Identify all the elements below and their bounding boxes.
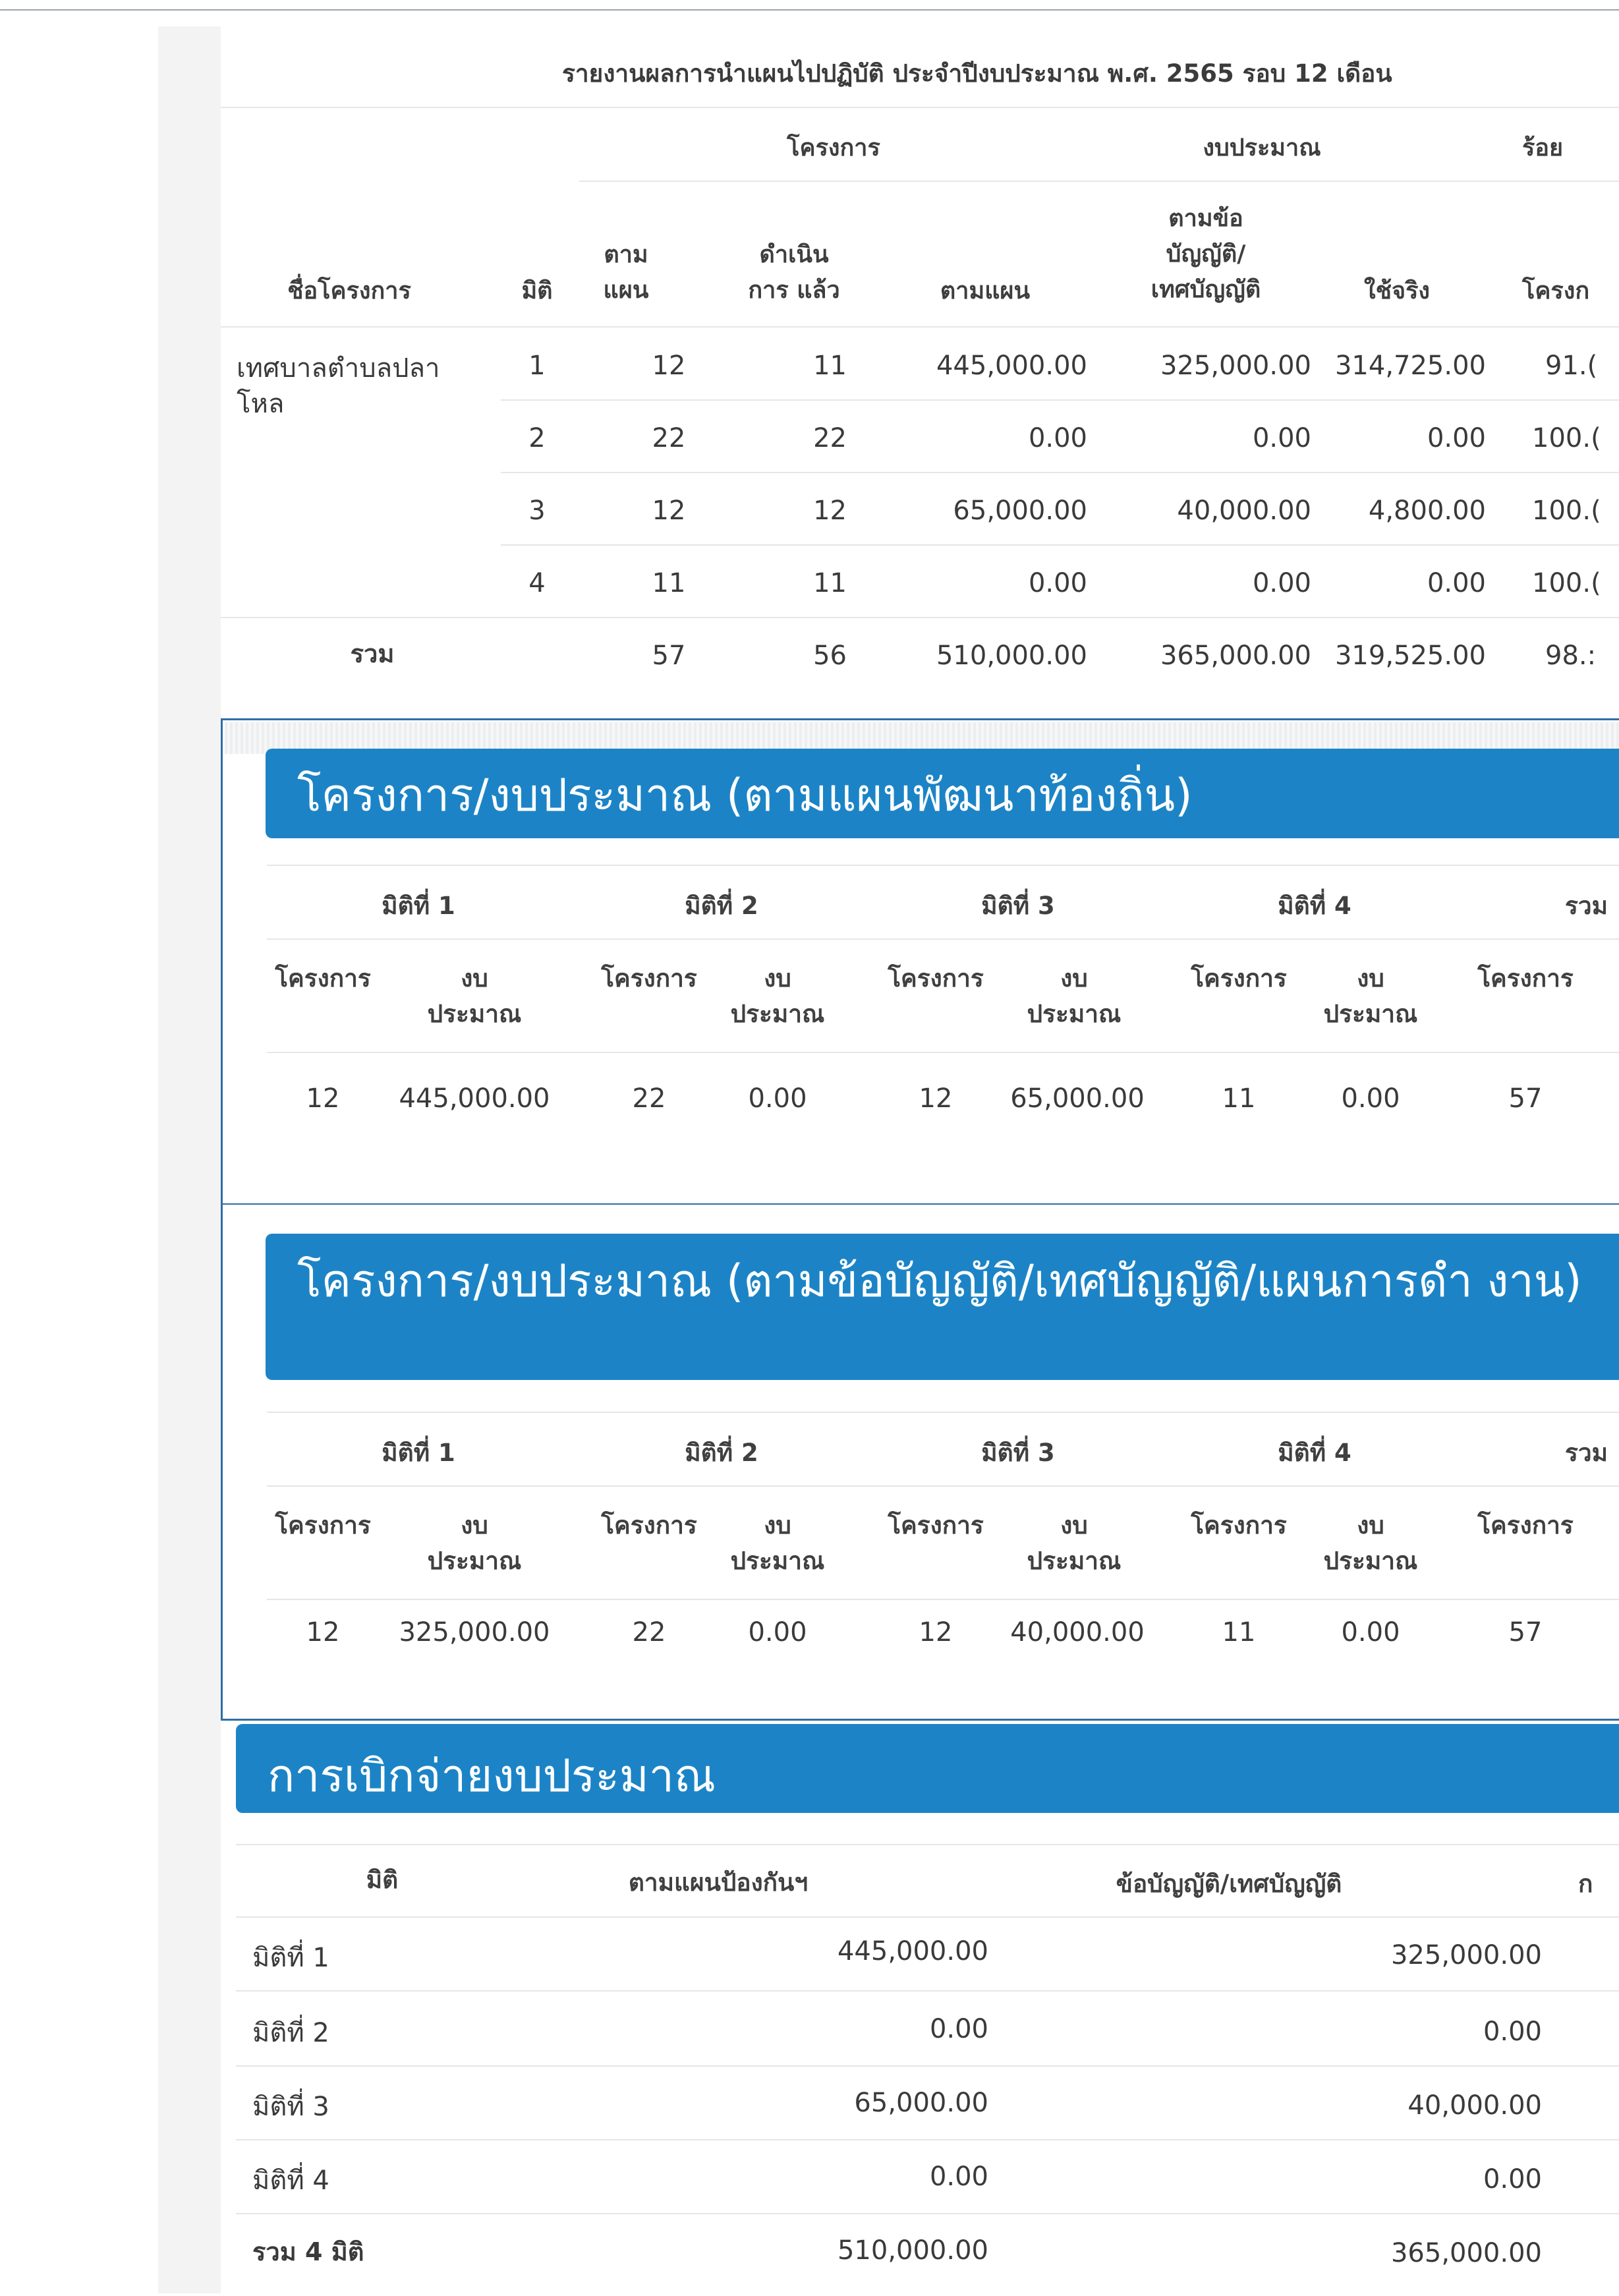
row4-budget-plan: 0.00 <box>1028 568 1087 598</box>
s2-value: 40,000.00 <box>1010 1617 1145 1648</box>
divider <box>501 399 1619 401</box>
s2-value: 57 <box>1508 1617 1543 1648</box>
s2-value: 12 <box>919 1617 953 1648</box>
s2-total-header: รวม <box>1565 1439 1608 1467</box>
s2-budget-label: งบ ประมาณ <box>1027 1511 1122 1575</box>
divider <box>221 326 1619 328</box>
s2-projects-label: โครงการ <box>888 1511 984 1539</box>
s1-budget-label: งบ ประมาณ <box>730 964 825 1028</box>
divider <box>267 1052 1619 1053</box>
s2-projects-label: โครงการ <box>1477 1511 1574 1539</box>
s3-col-plan: ตามแผนป้องกันฯ <box>628 1868 809 1897</box>
s3-row1-plan: 445,000.00 <box>837 1936 988 1966</box>
divider <box>267 1485 1619 1487</box>
divider <box>267 938 1619 940</box>
row4-dim: 4 <box>528 568 546 598</box>
row1-actual: 314,725.00 <box>1334 351 1486 381</box>
row3-plan: 12 <box>652 496 686 526</box>
divider <box>236 1844 1619 1845</box>
total-budget-plan: 510,000.00 <box>936 641 1087 671</box>
s2-value: 12 <box>306 1617 340 1648</box>
divider <box>236 2213 1619 2214</box>
s1-projects-label: โครงการ <box>1477 964 1574 992</box>
col-header-percent: โครงก <box>1522 277 1590 304</box>
row2-budget-ordinance: 0.00 <box>1252 423 1311 453</box>
s1-projects-label: โครงการ <box>888 964 984 992</box>
s3-row3-plan: 65,000.00 <box>854 2088 988 2118</box>
s1-value: 0.00 <box>1341 1083 1400 1114</box>
s3-col-cut: ก <box>1578 1870 1593 1898</box>
s3-row4-plan: 0.00 <box>929 2162 988 2192</box>
row1-budget-ordinance: 325,000.00 <box>1160 351 1311 381</box>
s1-projects-label: โครงการ <box>1191 964 1287 992</box>
row4-percent: 100.( <box>1532 568 1601 598</box>
section-disbursement-banner: การเบิกจ่ายงบประมาณ <box>236 1724 1619 1813</box>
divider <box>236 2139 1619 2140</box>
total-percent: 98.: <box>1545 641 1597 671</box>
s3-total-ordinance: 365,000.00 <box>1390 2238 1542 2268</box>
s3-total-dim: รวม 4 มิติ <box>252 2237 364 2266</box>
s2-projects-label: โครงการ <box>275 1511 371 1539</box>
s3-row4-ordinance: 0.00 <box>1483 2164 1542 2195</box>
s3-total-plan: 510,000.00 <box>837 2235 988 2266</box>
row1-plan: 12 <box>652 351 686 381</box>
s1-dim4-header: มิติที่ 4 <box>1278 892 1351 920</box>
s3-col-dim: มิติ <box>366 1866 399 1894</box>
col-header-plan: ตาม แผน <box>603 241 649 304</box>
group-header-budget: งบประมาณ <box>1203 134 1321 161</box>
s1-projects-label: โครงการ <box>601 964 697 992</box>
total-plan: 57 <box>652 641 686 671</box>
s3-row1-dim: มิติที่ 1 <box>252 1943 329 1973</box>
row3-percent: 100.( <box>1532 496 1601 526</box>
row2-plan: 22 <box>652 423 686 453</box>
section-plan-banner: โครงการ/งบประมาณ (ตามแผนพัฒนาท้องถิ่น) <box>266 749 1619 838</box>
s1-dim1-header: มิติที่ 1 <box>382 892 455 920</box>
s2-budget-label: งบ ประมาณ <box>1323 1511 1418 1575</box>
divider <box>236 2065 1619 2067</box>
total-actual: 319,525.00 <box>1334 641 1486 671</box>
s1-value: 445,000.00 <box>399 1083 550 1114</box>
col-header-name: ชื่อโครงการ <box>287 277 411 304</box>
s1-budget-label: งบ ประมาณ <box>427 964 522 1028</box>
divider <box>221 617 1619 618</box>
s2-value: 0.00 <box>1341 1617 1400 1648</box>
s1-budget-label: งบ ประมาณ <box>1027 964 1122 1028</box>
row1-percent: 91.( <box>1545 351 1598 381</box>
col-header-done: ดำเนินการ แล้ว <box>748 241 840 304</box>
divider <box>267 1599 1619 1600</box>
s1-total-header: รวม <box>1565 892 1608 920</box>
total-label: รวม <box>350 639 395 668</box>
row2-actual: 0.00 <box>1427 423 1486 453</box>
s2-budget-label: งบ ประมาณ <box>427 1511 522 1575</box>
row2-percent: 100.( <box>1532 423 1601 453</box>
s3-row1-ordinance: 325,000.00 <box>1390 1940 1542 1970</box>
org-name: เทศบาลตำบลปลา โหล <box>237 353 440 419</box>
s1-value: 12 <box>306 1083 340 1114</box>
row2-dim: 2 <box>528 423 546 453</box>
s3-col-ordinance: ข้อบัญญัติ/เทศบัญญัติ <box>1116 1870 1342 1898</box>
s2-dim2-header: มิติที่ 2 <box>685 1439 758 1467</box>
col-header-budget-plan: ตามแผน <box>940 277 1031 304</box>
row4-budget-ordinance: 0.00 <box>1252 568 1311 598</box>
row4-plan: 11 <box>652 568 686 598</box>
s3-row4-dim: มิติที่ 4 <box>252 2166 329 2196</box>
total-budget-ordinance: 365,000.00 <box>1160 641 1311 671</box>
s1-value: 12 <box>919 1083 953 1114</box>
divider <box>236 1916 1619 1918</box>
row4-actual: 0.00 <box>1427 568 1486 598</box>
row2-done: 22 <box>813 423 847 453</box>
col-header-actual: ใช้จริง <box>1363 277 1431 304</box>
s2-budget-label: งบ ประมาณ <box>730 1511 825 1575</box>
s1-value: 0.00 <box>748 1083 807 1114</box>
s3-row2-plan: 0.00 <box>929 2014 988 2044</box>
group-header-projects: โครงการ <box>787 134 880 161</box>
report-page <box>221 26 1619 2293</box>
row3-budget-plan: 65,000.00 <box>953 496 1087 526</box>
s3-row3-ordinance: 40,000.00 <box>1407 2090 1542 2121</box>
row1-dim: 1 <box>528 351 546 381</box>
top-rule <box>0 9 1619 11</box>
col-header-dim: มิติ <box>521 277 553 304</box>
s3-row2-ordinance: 0.00 <box>1483 2017 1542 2047</box>
s1-value: 65,000.00 <box>1010 1083 1145 1114</box>
row1-done: 11 <box>813 351 847 381</box>
s1-value: 11 <box>1222 1083 1256 1114</box>
s2-value: 11 <box>1222 1617 1256 1648</box>
s2-projects-label: โครงการ <box>1191 1511 1287 1539</box>
total-done: 56 <box>813 641 847 671</box>
s1-projects-label: โครงการ <box>275 964 371 992</box>
report-title: รายงานผลการนำแผนไปปฏิบัติ ประจำปีงบประมาณ พ.ศ. 2565 รอบ 12 เดือน <box>562 59 1392 88</box>
divider <box>501 544 1619 546</box>
divider <box>267 1412 1619 1413</box>
s3-row3-dim: มิติที่ 3 <box>252 2092 329 2122</box>
s2-dim4-header: มิติที่ 4 <box>1278 1439 1351 1467</box>
s2-dim3-header: มิติที่ 3 <box>981 1439 1055 1467</box>
row3-actual: 4,800.00 <box>1368 496 1486 526</box>
row2-budget-plan: 0.00 <box>1028 423 1087 453</box>
s2-projects-label: โครงการ <box>601 1511 697 1539</box>
s2-value: 22 <box>632 1617 666 1648</box>
row3-budget-ordinance: 40,000.00 <box>1177 496 1311 526</box>
divider <box>579 181 1619 182</box>
divider <box>267 865 1619 866</box>
s3-row2-dim: มิติที่ 2 <box>252 2018 329 2048</box>
col-header-budget-ordinance: ตามข้อ บัญญัติ/ เทศบัญญัติ <box>1150 205 1261 303</box>
s2-value: 325,000.00 <box>399 1617 550 1648</box>
row3-done: 12 <box>813 496 847 526</box>
s1-dim2-header: มิติที่ 2 <box>685 892 758 920</box>
row4-done: 11 <box>813 568 847 598</box>
divider <box>236 1990 1619 1992</box>
s1-dim3-header: มิติที่ 3 <box>981 892 1055 920</box>
s1-value: 22 <box>632 1083 666 1114</box>
row3-dim: 3 <box>528 496 546 526</box>
s1-value: 57 <box>1508 1083 1543 1114</box>
s1-budget-label: งบ ประมาณ <box>1323 964 1418 1028</box>
s2-value: 0.00 <box>748 1617 807 1648</box>
group-header-percent: ร้อย <box>1522 134 1564 161</box>
section-ordinance-banner: โครงการ/งบประมาณ (ตามข้อบัญญัติ/เทศบัญญัติ/แผนการดำ งาน) <box>266 1234 1619 1380</box>
divider <box>221 107 1619 108</box>
row1-budget-plan: 445,000.00 <box>936 351 1087 381</box>
left-margin-band <box>158 26 221 2293</box>
divider <box>501 472 1619 473</box>
s2-dim1-header: มิติที่ 1 <box>382 1439 455 1467</box>
